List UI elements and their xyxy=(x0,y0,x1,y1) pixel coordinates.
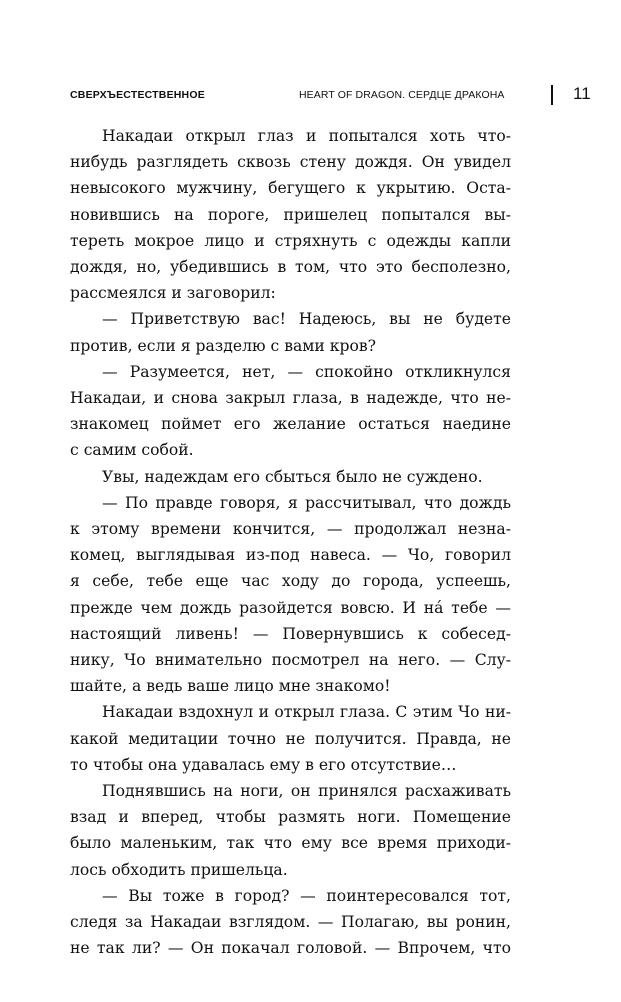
text-line: невысокого мужчину, бегущего к укрытию. Оста- xyxy=(70,179,511,198)
text-line: новившись на пороге, пришелец попытался вы- xyxy=(70,205,511,224)
book-title: HEART OF DRAGON. СЕРДЦЕ ДРАКОНА xyxy=(299,89,505,101)
series-title: СВЕРХЪЕСТЕСТВЕННОЕ xyxy=(70,89,205,101)
running-header xyxy=(70,84,591,109)
text-line: знакомец поймет его желание остаться наедине xyxy=(70,415,511,434)
text-line: следя за Накадаи взглядом. — Полагаю, вы ронин, xyxy=(70,913,511,932)
text-line: было маленьким, так что ему все время приходи- xyxy=(70,834,511,853)
text-line: дождя, но, убедившись в том, что это бесполезно, xyxy=(70,258,511,277)
text-line: — Разумеется, нет, — спокойно откликнулся xyxy=(102,362,511,381)
text-line: рассмеялся и заговорил: xyxy=(70,284,276,303)
header-divider xyxy=(551,85,553,105)
text-line: Увы, надеждам его сбыться было не суждено. xyxy=(102,467,483,486)
text-line: с самим собой. xyxy=(70,441,194,460)
text-line: шайте, а ведь ваше лицо мне знакомо! xyxy=(70,677,391,696)
text-line: — По правде говоря, я рассчитывал, что дождь xyxy=(102,493,511,512)
text-line: против, если я разделю с вами кров? xyxy=(70,336,377,355)
text-line: взад и вперед, чтобы размять ноги. Помещение xyxy=(70,808,511,827)
text-line: комец, выглядывая из-под навеса. — Чо, говорил xyxy=(70,546,511,565)
text-line: настоящий ливень! — Повернувшись к собесед- xyxy=(70,624,511,643)
text-line: — Вы тоже в город? — поинтересовался тот, xyxy=(102,886,511,905)
text-line: тереть мокрое лицо и стряхнуть с одежды капли xyxy=(70,231,511,250)
text-line: Накадаи, и снова закрыл глаза, в надежде, что не- xyxy=(70,389,511,408)
text-line: Поднявшись на ноги, он принялся расхаживать xyxy=(102,782,511,801)
text-line: я себе, тебе еще час ходу до города, успеешь, xyxy=(70,572,511,591)
text-line: прежде чем дождь разойдется вовсю. И на́ тебе — xyxy=(70,598,511,617)
text-line: к этому времени кончится, — продолжал незна- xyxy=(70,520,511,539)
text-line: Накадаи вздохнул и открыл глаза. С этим Чо ни- xyxy=(102,703,511,722)
text-line: какой медитации точно не получится. Правда, не xyxy=(70,729,511,748)
text-line: — Приветствую вас! Надеюсь, вы не будете xyxy=(102,310,511,329)
page-number: 11 xyxy=(573,84,591,103)
body-text xyxy=(70,123,511,962)
text-line: не так ли? — Он покачал головой. — Впрочем, что xyxy=(70,939,511,958)
text-line: нику, Чо внимательно посмотрел на него. — Слу- xyxy=(70,651,511,670)
text-line: нибудь разглядеть сквозь стену дождя. Он увидел xyxy=(70,153,511,172)
text-line: лось обходить пришельца. xyxy=(70,860,288,879)
text-line: Накадаи открыл глаз и попытался хоть что- xyxy=(102,127,511,145)
text-line: то чтобы она удавалась ему в его отсутствие… xyxy=(70,755,457,774)
